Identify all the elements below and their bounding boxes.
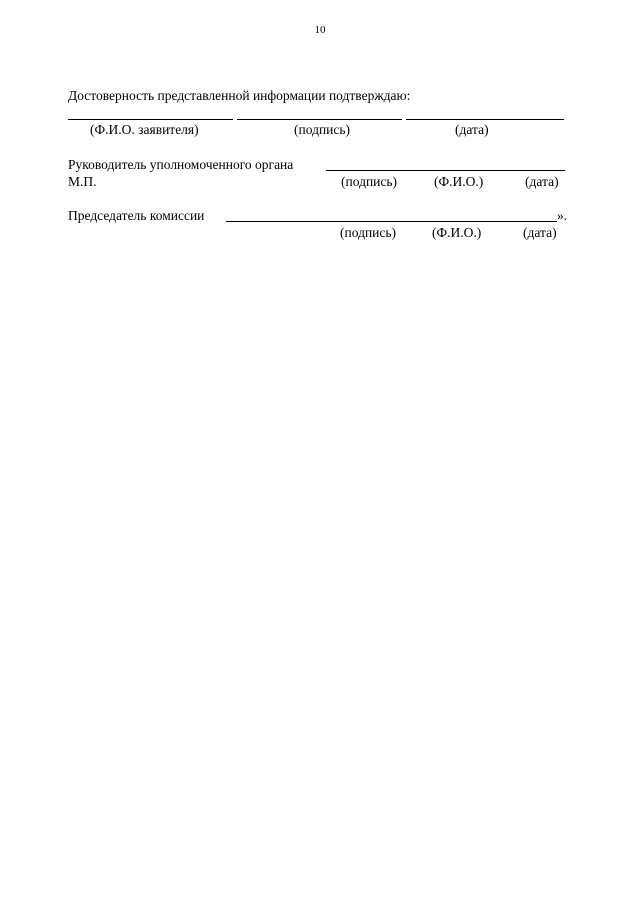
caption-applicant-signature: (подпись) bbox=[294, 122, 351, 137]
caption-authority-name: (Ф.И.О.) bbox=[434, 174, 484, 189]
applicant-date-line bbox=[406, 119, 564, 120]
applicant-name-line bbox=[68, 119, 233, 120]
caption-chair-signature: (подпись) bbox=[340, 225, 397, 240]
caption-applicant-name: (Ф.И.О. заявителя) bbox=[90, 122, 199, 137]
commission-chair-signature-line bbox=[226, 221, 557, 222]
applicant-signature-line bbox=[237, 119, 402, 120]
caption-authority-date: (дата) bbox=[525, 174, 559, 189]
caption-applicant-date: (дата) bbox=[455, 122, 489, 137]
authority-head-label: Руководитель уполномоченного органа bbox=[68, 157, 294, 172]
seal-mark: М.П. bbox=[68, 174, 97, 189]
page-number: 10 bbox=[314, 24, 326, 36]
caption-authority-signature: (подпись) bbox=[341, 174, 398, 189]
caption-chair-name: (Ф.И.О.) bbox=[432, 225, 482, 240]
caption-chair-date: (дата) bbox=[523, 225, 557, 240]
authority-head-signature-line bbox=[326, 170, 565, 171]
commission-chair-label: Председатель комиссии bbox=[68, 208, 205, 223]
confirmation-statement: Достоверность представленной информации подтверждаю: bbox=[68, 88, 411, 103]
closing-quote: ». bbox=[557, 208, 568, 223]
